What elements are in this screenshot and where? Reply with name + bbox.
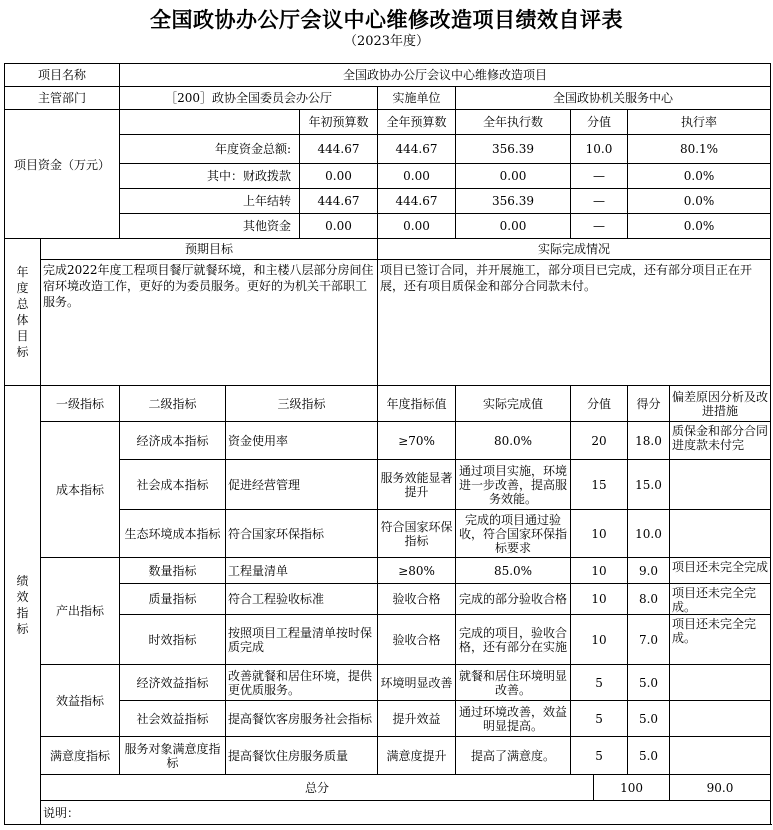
perf-level3: 符合国家环保指标 (226, 510, 378, 558)
perf-reason (670, 665, 771, 701)
perf-level1: 效益指标 (41, 665, 120, 737)
perf-got: 7.0 (628, 615, 670, 665)
goals-expected-label: 预期目标 (41, 239, 378, 260)
funds-header: 执行率 (628, 110, 771, 135)
perf-target: 符合国家环保指标 (378, 510, 456, 558)
funds-cell: 0.0% (628, 189, 771, 214)
perf-reason: 质保金和部分合同进度款未付完 (670, 422, 771, 460)
total-score: 100 (594, 775, 670, 801)
funds-header: 全年预算数 (378, 110, 456, 135)
perf-level3: 改善就餐和居住环境，提供更优质服务。 (226, 665, 378, 701)
page-title: 全国政协办公厅会议中心维修改造项目绩效自评表 (150, 8, 623, 32)
goals-actual-text: 项目已签订合同，并开展施工，部分项目已完成，还有部分项目正在开展，还有项目质保金和部分合同款未付。 (378, 260, 771, 386)
goals-label: 年度总体目标 (5, 239, 41, 386)
perf-reason (670, 510, 771, 558)
perf-target: 环境明显改善 (378, 665, 456, 701)
perf-level1: 产出指标 (41, 558, 120, 665)
perf-level3: 工程量清单 (226, 558, 378, 584)
perf-got: 18.0 (628, 422, 670, 460)
perf-target: 提升效益 (378, 701, 456, 737)
perf-actual: 通过环境改善，效益明显提高。 (456, 701, 571, 737)
funds-row-label: 其他资金 (120, 214, 300, 239)
funds-cell: 0.00 (378, 164, 456, 189)
goals-expected-text: 完成2022年度工程项目餐厅就餐环境，和主楼八层部分房间住宿环境改造工作，更好的为委员服务。更好的为机关干部职工服务。 (41, 260, 378, 386)
perf-score: 5 (571, 665, 628, 701)
perf-score: 20 (571, 422, 628, 460)
perf-level2: 社会成本指标 (120, 460, 226, 510)
perf-header: 实际完成值 (456, 386, 571, 422)
funds-cell: 356.39 (456, 189, 571, 214)
perf-target: 验收合格 (378, 615, 456, 665)
perf-level3: 符合工程验收标准 (226, 584, 378, 615)
project-name-label: 项目名称 (5, 64, 120, 87)
perf-got: 9.0 (628, 558, 670, 584)
total-label: 总分 (41, 775, 594, 801)
funds-row-label: 其中：财政拨款 (120, 164, 300, 189)
perf-level2: 生态环境成本指标 (120, 510, 226, 558)
perf-level2: 经济效益指标 (120, 665, 226, 701)
perf-header: 分值 (571, 386, 628, 422)
perf-got: 15.0 (628, 460, 670, 510)
funds-header: 全年执行数 (456, 110, 571, 135)
perf-header: 偏差原因分析及改进措施 (670, 386, 771, 422)
funds-cell: — (571, 164, 628, 189)
perf-got: 10.0 (628, 510, 670, 558)
perf-header: 二级指标 (120, 386, 226, 422)
funds-cell: 444.67 (378, 135, 456, 164)
perf-target: 服务效能显著提升 (378, 460, 456, 510)
funds-header: 分值 (571, 110, 628, 135)
page-subtitle: （2023年度） (343, 34, 430, 49)
funds-cell: 444.67 (300, 189, 378, 214)
perf-reason: 项目还未完全完成。 (670, 584, 771, 615)
funds-cell: 0.0% (628, 164, 771, 189)
funds-header: 年初预算数 (300, 110, 378, 135)
perf-header: 年度指标值 (378, 386, 456, 422)
funds-cell: 80.1% (628, 135, 771, 164)
perf-target: ≥80% (378, 558, 456, 584)
perf-score: 15 (571, 460, 628, 510)
goals-actual-label: 实际完成情况 (378, 239, 771, 260)
funds-cell: 0.00 (378, 214, 456, 239)
perf-label: 绩效指标 (5, 386, 41, 825)
perf-score: 5 (571, 701, 628, 737)
perf-score: 10 (571, 558, 628, 584)
perf-reason (670, 460, 771, 510)
perf-got: 5.0 (628, 737, 670, 775)
perf-level2: 时效指标 (120, 615, 226, 665)
perf-reason (670, 701, 771, 737)
perf-level2: 服务对象满意度指标 (120, 737, 226, 775)
funds-row-label: 年度资金总额: (120, 135, 300, 164)
dept-label: 主管部门 (5, 87, 120, 110)
perf-actual: 完成的项目通过验收，符合国家环保指标要求 (456, 510, 571, 558)
perf-level2: 经济成本指标 (120, 422, 226, 460)
project-name: 全国政协办公厅会议中心维修改造项目 (120, 64, 771, 87)
perf-level2: 数量指标 (120, 558, 226, 584)
funds-cell: 10.0 (571, 135, 628, 164)
funds-cell: 0.00 (300, 214, 378, 239)
funds-row-label: 上年结转 (120, 189, 300, 214)
perf-score: 10 (571, 584, 628, 615)
perf-header: 三级指标 (226, 386, 378, 422)
impl-value: 全国政协机关服务中心 (456, 87, 771, 110)
funds-cell: — (571, 189, 628, 214)
perf-level3: 促进经营管理 (226, 460, 378, 510)
perf-actual: 就餐和居住环境明显改善。 (456, 665, 571, 701)
perf-reason: 项目还未完全完成 (670, 558, 771, 584)
funds-cell: 0.00 (456, 164, 571, 189)
perf-score: 10 (571, 615, 628, 665)
funds-label: 项目资金（万元） (5, 110, 120, 239)
perf-level3: 提高餐饮住房服务质量 (226, 737, 378, 775)
perf-score: 10 (571, 510, 628, 558)
perf-header: 一级指标 (41, 386, 120, 422)
funds-cell: 0.00 (456, 214, 571, 239)
funds-header-blank (120, 110, 300, 135)
perf-got: 5.0 (628, 701, 670, 737)
funds-cell: — (571, 214, 628, 239)
funds-cell: 0.00 (300, 164, 378, 189)
perf-got: 5.0 (628, 665, 670, 701)
funds-cell: 444.67 (300, 135, 378, 164)
perf-actual: 通过项目实施，环境进一步改善，提高服务效能。 (456, 460, 571, 510)
evaluation-table (4, 63, 771, 825)
perf-actual: 80.0% (456, 422, 571, 460)
perf-level2: 质量指标 (120, 584, 226, 615)
total-got: 90.0 (670, 775, 771, 801)
perf-level1: 成本指标 (41, 422, 120, 558)
funds-cell: 356.39 (456, 135, 571, 164)
perf-score: 5 (571, 737, 628, 775)
perf-level3: 资金使用率 (226, 422, 378, 460)
perf-got: 8.0 (628, 584, 670, 615)
funds-cell: 0.0% (628, 214, 771, 239)
perf-target: 满意度提升 (378, 737, 456, 775)
perf-level1: 满意度指标 (41, 737, 120, 775)
impl-label: 实施单位 (378, 87, 456, 110)
dept-value: ［200］政协全国委员会办公厅 (120, 87, 378, 110)
perf-actual: 85.0% (456, 558, 571, 584)
perf-actual: 完成的部分验收合格 (456, 584, 571, 615)
perf-level3: 按照项目工程量清单按时保质完成 (226, 615, 378, 665)
perf-target: 验收合格 (378, 584, 456, 615)
perf-header: 得分 (628, 386, 670, 422)
note-label: 说明： (41, 801, 771, 825)
perf-level2: 社会效益指标 (120, 701, 226, 737)
perf-actual: 提高了满意度。 (456, 737, 571, 775)
perf-level3: 提高餐饮客房服务社会指标 (226, 701, 378, 737)
funds-cell: 444.67 (378, 189, 456, 214)
perf-reason (670, 737, 771, 775)
perf-reason: 项目还未完全完成。 (670, 615, 771, 665)
perf-target: ≥70% (378, 422, 456, 460)
perf-actual: 完成的项目，验收合格，还有部分在实施 (456, 615, 571, 665)
